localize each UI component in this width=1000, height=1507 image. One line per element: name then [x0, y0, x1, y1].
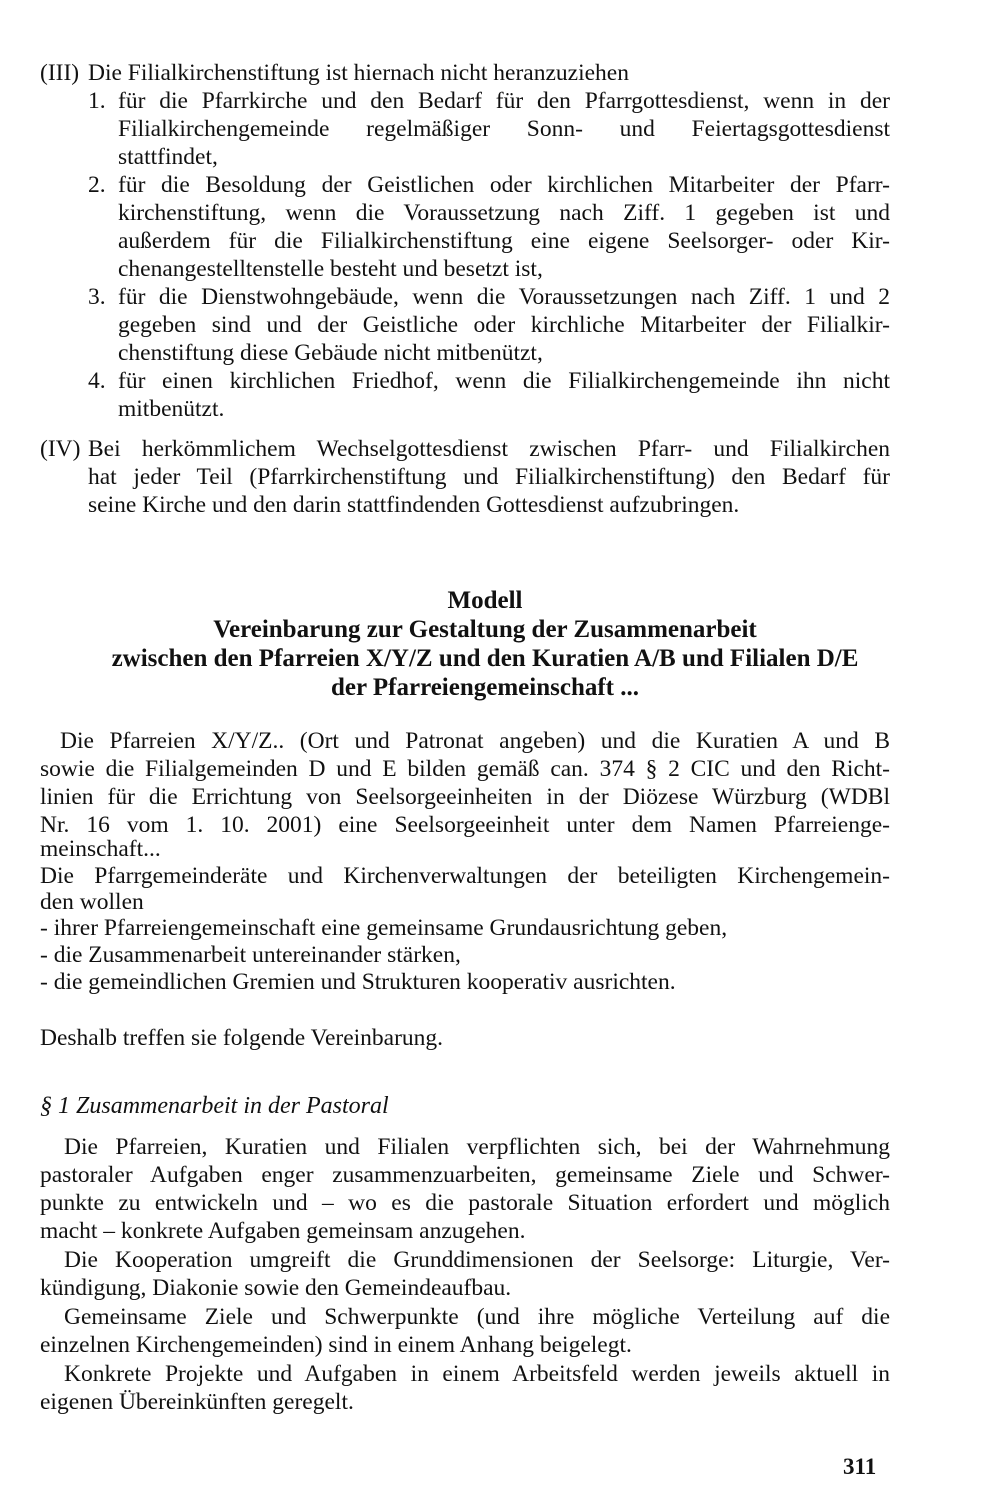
item-number: 1. [88, 88, 106, 114]
item-number: 3. [88, 284, 106, 310]
list-item-line: chenstiftung diese Gebäude nicht mitbenützt, [118, 340, 543, 366]
intro-line: sowie die Filialgemeinden D und E bilden gemäß can. 374 § 2 CIC und den Richt- [40, 756, 890, 782]
section-iii-intro: Die Filialkirchenstiftung ist hiernach nicht heranzuziehen [88, 60, 629, 86]
intro-bullet: - die Zusammenarbeit untereinander stärken, [40, 942, 461, 968]
section-iv-line: hat jeder Teil (Pfarrkirchenstiftung und Filialkirchenstiftung) den Bedarf für [88, 464, 890, 490]
model-title-line: zwischen den Pfarreien X/Y/Z und den Kuratien A/B und Filialen D/E [111, 645, 859, 672]
list-item-line: außerdem für die Filialkirchenstiftung eine eigene Seelsorger- oder Kir- [118, 228, 890, 254]
paragraph-line: eigenen Übereinkünften geregelt. [40, 1389, 354, 1415]
section-iv-line: seine Kirche und den darin stattfindenden Gottesdienst aufzubringen. [88, 492, 740, 518]
list-item-line: für die Besoldung der Geistlichen oder kirchlichen Mitarbeiter der Pfarr- [118, 172, 890, 198]
paragraph-line: macht – konkrete Aufgaben gemeinsam anzugehen. [40, 1218, 526, 1244]
intro-line: meinschaft... [40, 836, 161, 862]
list-item-line: chenangestelltenstelle besteht und besetzt ist, [118, 256, 543, 282]
list-item-line: gegeben sind und der Geistliche oder kirchliche Mitarbeiter der Filialkir- [118, 312, 890, 338]
paragraph-line: kündigung, Diakonie sowie den Gemeindeaufbau. [40, 1275, 512, 1301]
paragraph-line: Die Kooperation umgreift die Grunddimensionen der Seelsorge: Liturgie, Ver- [64, 1247, 890, 1273]
intro-line: Die Pfarreien X/Y/Z.. (Ort und Patronat angeben) und die Kuratien A und B [60, 728, 890, 754]
paragraph-line: Die Pfarreien, Kuratien und Filialen verpflichten sich, bei der Wahrnehmung [64, 1134, 890, 1160]
model-title-line: der Pfarreiengemeinschaft ... [330, 674, 640, 701]
item-number: 4. [88, 368, 106, 394]
list-item-line: Filialkirchengemeinde regelmäßiger Sonn- und Feiertagsgottesdienst [118, 116, 890, 142]
intro-bullet: - die gemeindlichen Gremien und Strukturen kooperativ ausrichten. [40, 969, 676, 995]
item-number: 2. [88, 172, 106, 198]
paragraph-line: Gemeinsame Ziele und Schwerpunkte (und ihre mögliche Verteilung auf die [64, 1304, 890, 1330]
intro-line: Nr. 16 vom 1. 10. 2001) eine Seelsorgeeinheit unter dem Namen Pfarreienge- [40, 812, 890, 838]
list-item-line: für die Pfarrkirche und den Bedarf für den Pfarrgottesdienst, wenn in der [118, 88, 890, 114]
model-title-line: Modell [447, 587, 523, 614]
list-item-line: stattfindet, [118, 144, 218, 170]
closing-sentence: Deshalb treffen sie folgende Vereinbarung. [40, 1025, 444, 1051]
intro-line: Die Pfarrgemeinderäte und Kirchenverwaltungen der beteiligten Kirchengemein- [40, 863, 890, 889]
paragraph-line: einzelnen Kirchengemeinden) sind in einem Anhang beigelegt. [40, 1332, 632, 1358]
intro-line: den wollen [40, 889, 144, 915]
intro-bullet: - ihrer Pfarreiengemeinschaft eine gemeinsame Grundausrichtung geben, [40, 915, 728, 941]
paragraph-line: punkte zu entwickeln und – wo es die pastorale Situation erfordert und möglich [40, 1190, 890, 1216]
list-item-line: für die Dienstwohngebäude, wenn die Voraussetzungen nach Ziff. 1 und 2 [118, 284, 890, 310]
list-item-line: kirchenstiftung, wenn die Voraussetzung nach Ziff. 1 gegeben ist und [118, 200, 890, 226]
section-marker-iii: (III) [40, 60, 80, 86]
section-iv-line: Bei herkömmlichem Wechselgottesdienst zwischen Pfarr- und Filialkirchen [88, 436, 890, 462]
list-item-line: für einen kirchlichen Friedhof, wenn die Filialkirchengemeinde ihn nicht [118, 368, 890, 394]
page-number: 311 [843, 1454, 877, 1479]
intro-line: linien für die Errichtung von Seelsorgeeinheiten in der Diözese Würzburg (WDBl [40, 784, 890, 810]
list-item-line: mitbenützt. [118, 396, 225, 422]
paragraph-line: Konkrete Projekte und Aufgaben in einem Arbeitsfeld werden jeweils aktuell in [64, 1361, 890, 1387]
model-title-line: Vereinbarung zur Gestaltung der Zusammenarbeit [213, 616, 757, 643]
section-heading-1: § 1 Zusammenarbeit in der Pastoral [40, 1093, 389, 1119]
section-marker-iv: (IV) [40, 436, 81, 462]
paragraph-line: pastoraler Aufgaben enger zusammenzuarbeiten, gemeinsame Ziele und Schwer- [40, 1162, 890, 1188]
